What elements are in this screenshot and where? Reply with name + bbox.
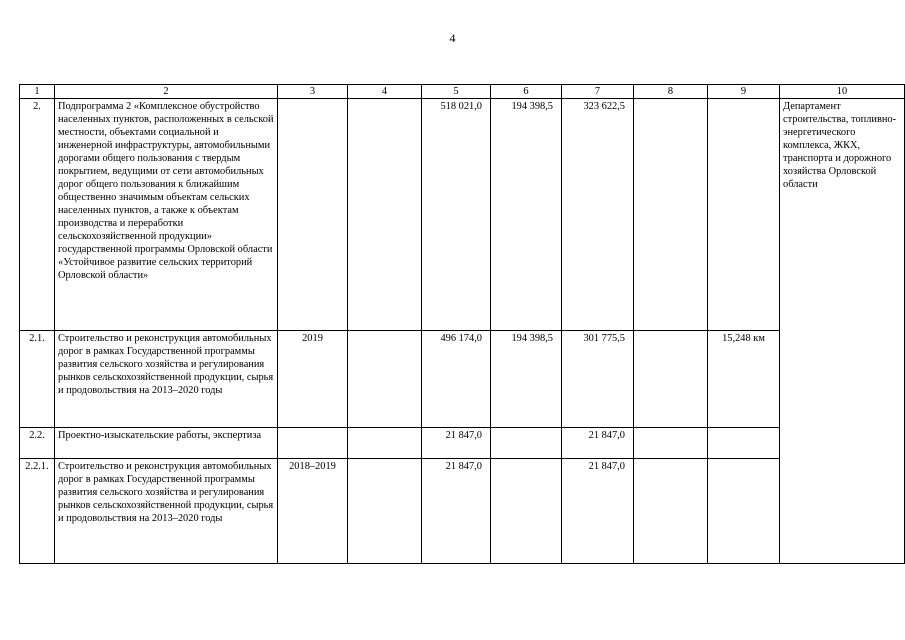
header-cell: 9 [708,85,780,99]
header-cell: 8 [634,85,708,99]
col4-cell [348,459,422,564]
row-number-cell: 2.2. [20,428,55,459]
table-row [20,459,905,564]
measure-name-cell: Подпрограмма 2 «Комплексное обустройство населенных пунктов, расположенных в сельской местности, объектами социальной и инженерной инфраструктуры, автомобильными дорогами общего пользования с твердым покрытием, ведущими от сети автомобильных дорог общего пользования к ближайшим общественно значимым объектам сельских населенных пунктов, а также к объектам производства и переработки сельскохозяйственной продукции» государственной программы Орловской области «Устойчивое развитие сельских территорий Орловской области» [55,99,278,331]
table-row [20,99,905,331]
measure-name-cell: Строительство и реконструкция автомобильных дорог в рамках Государственной программы развития сельского хозяйства и регулирования рынков сельскохозяйственной продукции, сырья и продовольствия на 2013–2020 годы [55,331,278,428]
program-table [19,84,905,564]
col7-cell: 323 622,5 [562,99,634,331]
header-cell: 10 [780,85,905,99]
col8-cell [634,428,708,459]
header-cell: 2 [55,85,278,99]
col8-cell [634,331,708,428]
measure-name-cell: Строительство и реконструкция автомобильных дорог в рамках Государственной программы развития сельского хозяйства и регулирования рынков сельскохозяйственной продукции, сырья и продовольствия на 2013–2020 годы [55,459,278,564]
col4-cell [348,331,422,428]
col4-cell [348,99,422,331]
column-number-row [20,85,905,99]
years-cell [278,428,348,459]
col5-cell: 496 174,0 [422,331,491,428]
table-row [20,428,905,459]
years-cell [278,99,348,331]
responsible-executor-cell: Департамент строительства, топливно-энергетического комплекса, ЖКХ, транспорта и дорожного хозяйства Орловской области [780,99,905,564]
col9-cell [708,428,780,459]
col7-cell: 21 847,0 [562,428,634,459]
col9-cell: 15,248 км [708,331,780,428]
page-number: 4 [449,31,456,45]
col9-cell [708,99,780,331]
header-cell: 7 [562,85,634,99]
col5-cell: 21 847,0 [422,459,491,564]
table-row [20,331,905,428]
header-cell: 5 [422,85,491,99]
years-cell: 2018–2019 [278,459,348,564]
col6-cell [491,428,562,459]
header-cell: 3 [278,85,348,99]
col6-cell: 194 398,5 [491,99,562,331]
measure-name-cell: Проектно-изыскательские работы, экспертиза [55,428,278,459]
col4-cell [348,428,422,459]
years-cell: 2019 [278,331,348,428]
col8-cell [634,459,708,564]
row-number-cell: 2.2.1. [20,459,55,564]
row-number-cell: 2.1. [20,331,55,428]
col7-cell: 301 775,5 [562,331,634,428]
col9-cell [708,459,780,564]
header-cell: 6 [491,85,562,99]
col5-cell: 518 021,0 [422,99,491,331]
col7-cell: 21 847,0 [562,459,634,564]
col6-cell [491,459,562,564]
header-cell: 4 [348,85,422,99]
col5-cell: 21 847,0 [422,428,491,459]
col8-cell [634,99,708,331]
col6-cell: 194 398,5 [491,331,562,428]
row-number-cell: 2. [20,99,55,331]
header-cell: 1 [20,85,55,99]
